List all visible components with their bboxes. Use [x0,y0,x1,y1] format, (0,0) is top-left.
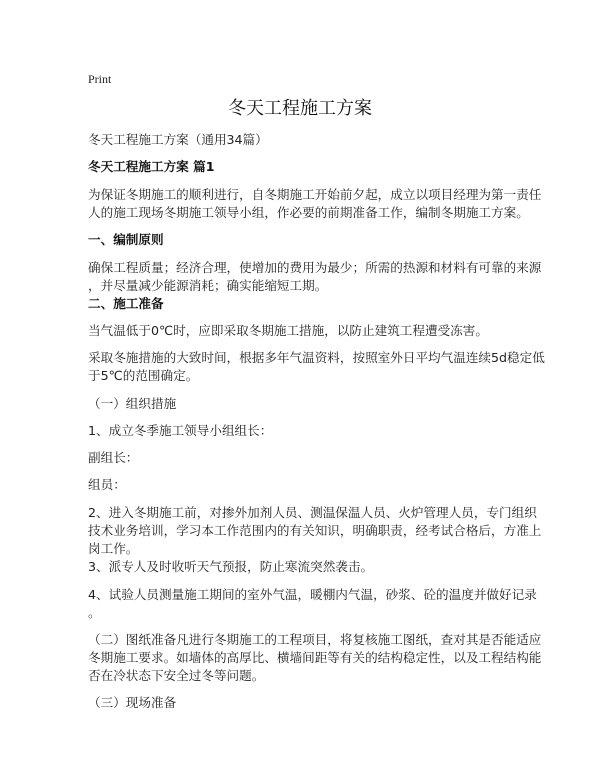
paragraph [88,694,528,712]
paragraph [88,449,528,467]
text-line: 否在冷状态下安全过冬等问题。 [88,668,265,683]
page-title: 冬天工程施工方案 [228,98,372,119]
text-line: 3、派专人及时收听天气预报，防止寒流突然袭击。 [88,559,374,574]
paragraph [88,349,545,385]
print-link[interactable]: Print [88,72,112,86]
text-line: 人的施工现场冬期施工领导小组，作必要的前期准备工作，编制冬期施工方案。 [88,205,529,220]
paragraph [88,259,542,295]
paragraph [88,322,528,340]
text-line: 二、施工准备 [88,296,164,311]
text-line: ，并尽量减少能源消耗；确实能缩短工期。 [88,278,328,293]
heading [88,295,528,313]
text-line: 为保证冬期施工的顺利进行，自冬期施工开始前夕起，成立以项目经理为第一责任 [88,187,542,202]
paragraph [88,504,542,558]
paragraph [88,395,528,413]
paragraph [88,631,542,685]
paragraph [88,186,542,222]
text-line: （三）现场准备 [88,695,177,710]
heading [88,231,528,249]
text-line: 于5℃的范围确定。 [88,368,199,383]
text-line: 岗工作。 [88,541,139,556]
subtitle: 冬天工程施工方案（通用34篇） [88,132,268,147]
paragraph [88,422,528,440]
text-line: 技术业务培训，学习本工作范围内的有关知识，明确职责，经考试合格后，方准上 [88,523,542,538]
text-line: 1、成立冬季施工领导小组组长： [88,423,273,438]
text-line: 4、试验人员测量施工期间的室外气温，暖棚内气温，砂浆、砼的温度并做好记录 [88,587,537,602]
paragraph [88,586,537,622]
text-line: 副组长： [88,450,139,465]
text-line: （二）图纸准备凡进行冬期施工的工程项目，将复核施工图纸，查对其是否能适应 [88,632,542,647]
paragraph [88,476,528,494]
text-line: 采取冬施措施的大致时间，根据多年气温资料，按照室外日平均气温连续5d稳定低 [88,350,545,365]
paragraph [88,558,528,576]
text-line: （一）组织措施 [88,396,177,411]
section-heading: 冬天工程施工方案 篇1 [88,159,215,174]
text-line: 冬期施工要求。如墙体的高厚比、横墙间距等有关的结构稳定性，以及工程结构能 [88,650,542,665]
text-line: 组员： [88,477,126,492]
text-line: 一、编制原则 [88,232,164,247]
text-line: 确保工程质量；经济合理，使增加的费用为最少；所需的热源和材料有可靠的来源 [88,260,542,275]
text-line: 。 [88,605,101,620]
text-line: 当气温低于0℃时，应即采取冬期施工措施，以防止建筑工程遭受冻害。 [88,323,488,338]
text-line: 2、进入冬期施工前，对掺外加剂人员、测温保温人员、火炉管理人员，专门组织 [88,505,537,520]
